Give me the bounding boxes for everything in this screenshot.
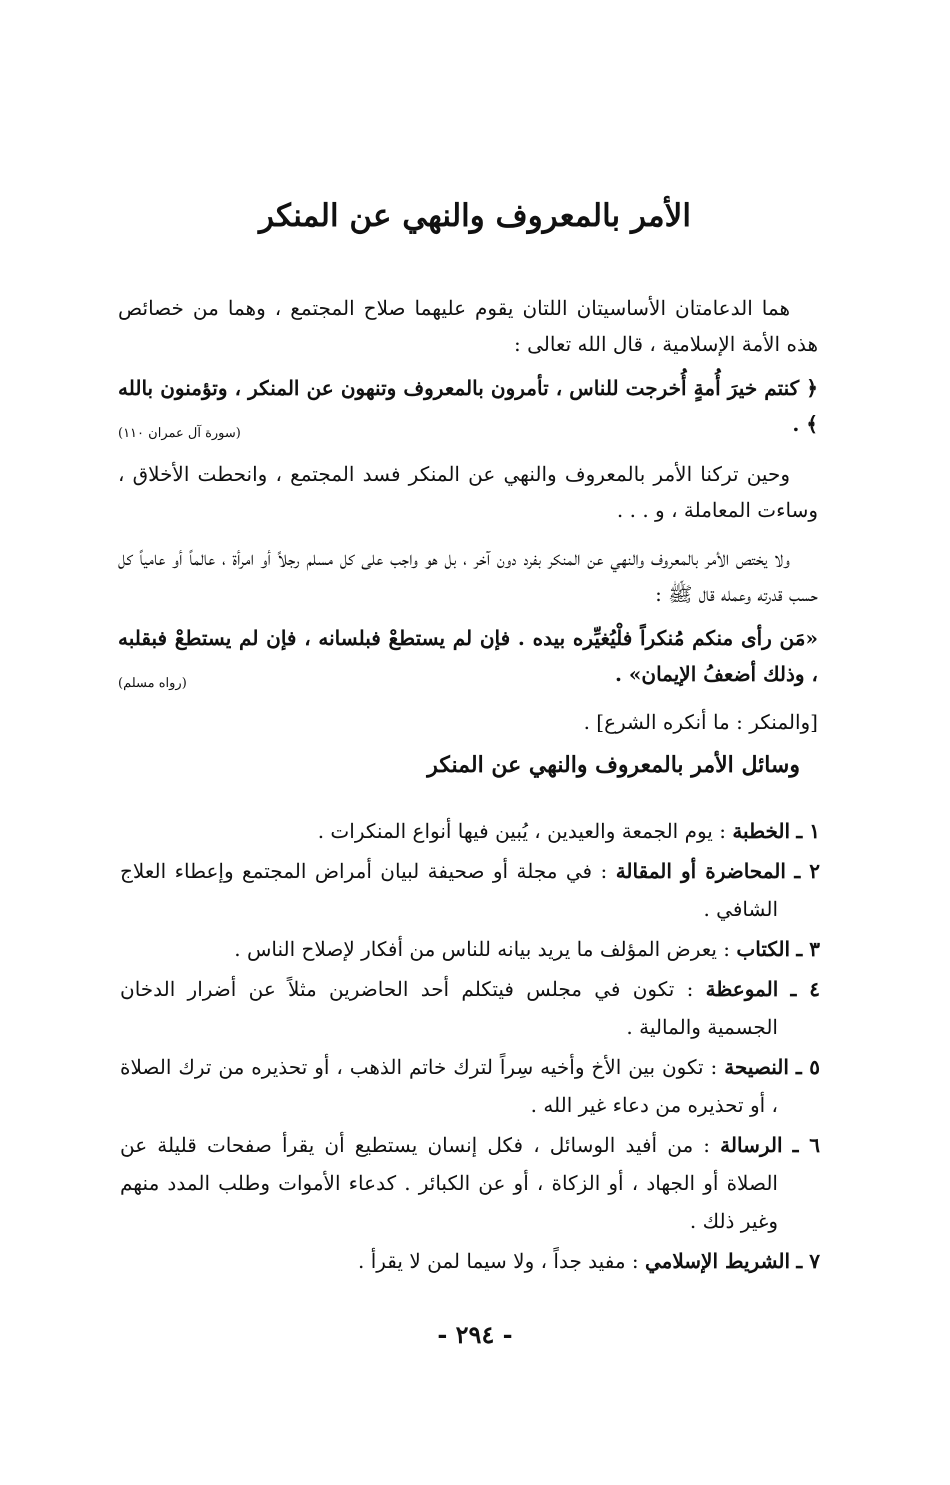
- list-item: [120, 852, 820, 928]
- item-text: : مفيد جداً ، ولا سيما لمن لا يقرأ .: [358, 1249, 645, 1273]
- page-title: الأمر بالمعروف والنهي عن المنكر: [259, 198, 691, 234]
- section-subheading: وسائل الأمر بالمعروف والنهي عن المنكر: [427, 752, 800, 778]
- item-number: ٧ ـ: [796, 1249, 820, 1273]
- item-number: ٥ ـ: [795, 1055, 820, 1079]
- item-text: : من أفيد الوسائل ، فكل إنسان يستطيع أن يقرأ صفحات قليلة عن الصلاة أو الجهاد ، أو الزكاة ، أو عن الكبائر . كدعاء الأموات وطلب المدد منهم وغير ذلك .: [120, 1133, 778, 1233]
- page-number: - ٢٩٤ -: [437, 1320, 513, 1349]
- definition-note: [والمنكر : ما أنكره الشرع] .: [583, 710, 818, 734]
- list-item: [120, 1048, 820, 1124]
- paragraph-consequences: وحين تركنا الأمر بالمعروف والنهي عن المنكر فسد المجتمع ، وانحطت الأخلاق ، وساءت المعاملة ، و . . .: [118, 462, 818, 522]
- item-text: : في مجلة أو صحيفة لبيان أمراض المجتمع وإعطاء العلاج الشافي .: [120, 859, 778, 921]
- list-item: [120, 930, 820, 968]
- item-term: الموعظة: [705, 977, 779, 1001]
- item-number: ٦ ـ: [792, 1133, 821, 1157]
- item-text: : يوم الجمعة والعيدين ، يُبين فيها أنواع المنكرات .: [317, 819, 733, 843]
- item-text: : تكون بين الأخ وأخيه سِراً لترك خاتم الذهب ، أو تحذيره من ترك الصلاة ، أو تحذيره من دعاء غير الله .: [120, 1055, 778, 1117]
- list-item: [120, 1242, 820, 1280]
- list-item: [120, 812, 820, 850]
- item-number: ٤ ـ: [790, 977, 820, 1001]
- item-number: ٣ ـ: [796, 937, 820, 961]
- hadith-reference: (رواه مسلم): [118, 676, 187, 691]
- list-item: [120, 970, 820, 1046]
- list-item: [120, 1126, 820, 1240]
- quran-verse: ﴿ كنتم خيرَ أُمةٍ أُخرجت للناس ، تأمرون بالمعروف وتنهون عن المنكر ، وتؤمنون بالله ﴾ .: [118, 376, 819, 436]
- item-term: المحاضرة أو المقالة: [615, 859, 786, 883]
- verse-reference: (سورة آل عمران ١١٠): [118, 426, 241, 441]
- paragraph-obligation: ولا يختص الأمر بالمعروف والنهي عن المنكر بفرد دون آخر ، بل هو واجب على كل مسلم رجلاً أو امرأة ، عالماً أو عامياً كل حسب قدرته وعمله قال ﷺ :: [118, 546, 818, 606]
- intro-paragraph: هما الدعامتان الأساسيتان اللتان يقوم عليهما صلاح المجتمع ، وهما من خصائص هذه الأمة الإسلامية ، قال الله تعالى :: [118, 296, 818, 356]
- item-text: : يعرض المؤلف ما يريد بيانه للناس من أفكار لإصلاح الناس .: [234, 937, 737, 961]
- means-list: [120, 812, 820, 1282]
- item-text: : تكون في مجلس فيتكلم أحد الحاضرين مثلاً عن أضرار الدخان الجسمية والمالية .: [120, 977, 778, 1039]
- item-term: النصيحة: [724, 1055, 789, 1079]
- item-term: الكتاب: [736, 937, 791, 961]
- item-term: الرسالة: [720, 1133, 783, 1157]
- item-number: ٢ ـ: [794, 859, 821, 883]
- hadith-text: «مَن رأى منكم مُنكراً فلْيُغيِّره بيده . فإن لم يستطعْ فبلسانه ، فإن لم يستطعْ فبقلبه ، وذلك أضعفُ الإيمان» .: [118, 626, 818, 686]
- item-term: الخطبة: [732, 819, 791, 843]
- item-term: الشريط الإسلامي: [644, 1249, 791, 1273]
- item-number: ١ ـ: [796, 819, 820, 843]
